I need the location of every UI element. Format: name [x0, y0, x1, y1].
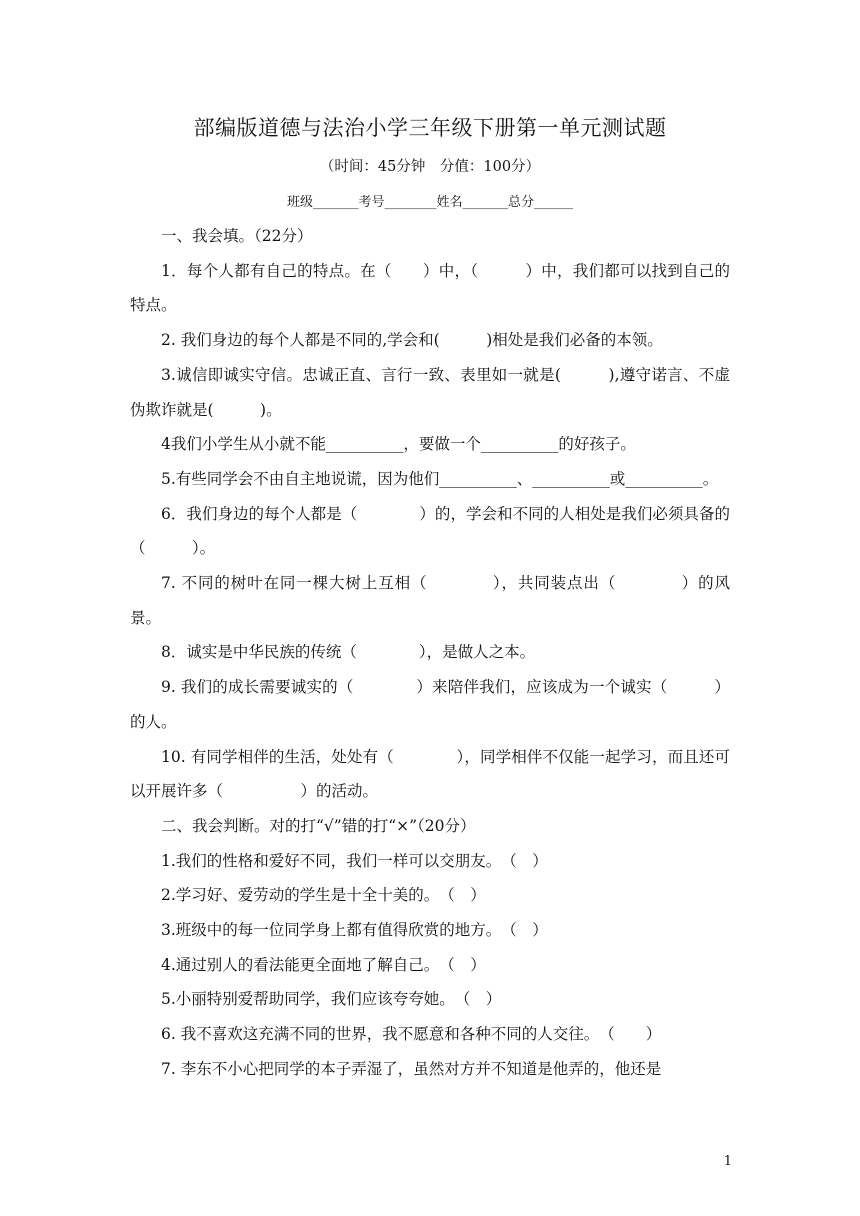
fill-question-3: 3.诚信即诚实守信。忠诚正直、言行一致、表里如一就是( ),遵守诺言、不虚伪欺诈就是( )。	[130, 365, 730, 419]
fill-question-10: 10. 有同学相伴的生活，处处有（ ），同学相伴不仅能一起学习，而且还可以开展许多（ ）的活动。	[130, 747, 730, 801]
fill-question-8: 8．诚实是中华民族的传统（ ），是做人之本。	[161, 643, 536, 662]
fill-question-9: 9. 我们的成长需要诚实的（ ）来陪伴我们，应该成为一个诚实（ ）的人。	[130, 678, 730, 731]
fill-question-6: 6．我们身边的每个人都是（ ）的，学会和不同的人相处是我们必须具备的（ ）。	[130, 504, 730, 558]
judge-question-3: 3.班级中的每一位同学身上都有值得欣赏的地方。 （ ）	[161, 921, 548, 940]
time-and-score: （时间：45分钟 分值：100分）	[319, 159, 541, 175]
judge-question-4: 4.通过别人的看法能更全面地了解自己。 （ ）	[161, 955, 486, 974]
fill-question-2: 2. 我们身边的每个人都是不同的,学会和( )相处是我们必备的本领。	[161, 331, 663, 350]
judge-question-5: 5.小丽特别爱帮助同学，我们应该夸夸她。 （ ）	[161, 990, 502, 1009]
judge-question-1: 1.我们的性格和爱好不同，我们一样可以交朋友。 （ ）	[161, 851, 548, 870]
fill-question-5: 5.有些同学会不由自主地说谎，因为他们__________、__________或__________。	[161, 469, 719, 488]
judge-question-6: 6. 我不喜欢这充满不同的世界，我不愿意和各种不同的人交往。 （ ）	[161, 1025, 662, 1044]
document-body	[130, 219, 730, 1087]
document-title: 部编版道德与法治小学三年级下册第一单元测试题	[193, 116, 667, 140]
fill-question-1: 1．每个人都有自己的特点。在（ ）中，（ ）中，我们都可以找到自己的特点。	[130, 261, 730, 315]
section-heading-judge: 二、我会判断。对的打“√”错的打“×”（20分）	[161, 816, 476, 835]
student-info-line: 班级_______考号________姓名_______总分______	[286, 195, 573, 210]
fill-question-7: 7. 不同的树叶在同一棵大树上互相（ ），共同装点出（ ）的风景。	[130, 574, 730, 627]
fill-question-4: 4我们小学生从小就不能__________，要做一个__________的好孩子。	[161, 435, 636, 454]
judge-question-2: 2.学习好、爱劳动的学生是十全十美的。 （ ）	[161, 886, 486, 905]
judge-question-7: 7. 李东不小心把同学的本子弄湿了，虽然对方并不知道是他弄的，他还是	[161, 1059, 662, 1078]
section-heading-fill: 一、我会填。（22分）	[161, 227, 313, 245]
page-number: 1	[723, 1154, 732, 1169]
